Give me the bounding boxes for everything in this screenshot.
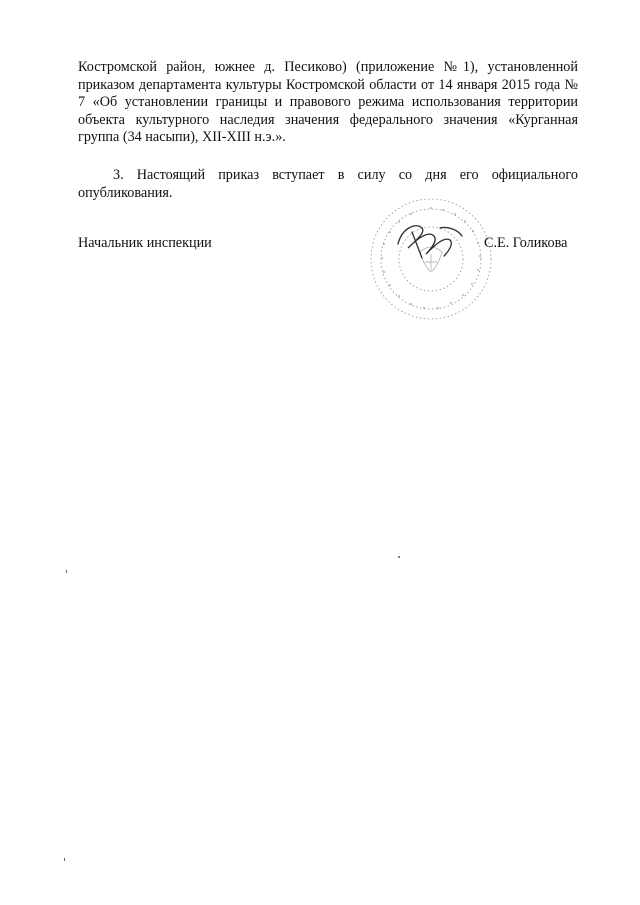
scan-speck [64,858,65,861]
scan-speck [398,556,400,558]
paragraph-2: 3. Настоящий приказ вступает в силу со дня его официального опубликования. [78,167,578,201]
scan-speck [66,570,67,573]
signatory-title: Начальник инспекции [78,235,212,251]
signatory-name: С.Е. Голикова [484,235,568,251]
handwritten-signature-icon [392,214,468,268]
paragraph-1: Костромской район, южнее д. Песиково) (приложение №1), установленной приказом департамента культуры Костромской области от 14 января 2015 года № 7 «Об установлении границы и правового режима использования территории объекта культурного наследия значения федерального значения «Курганная группа (34 насыпи), XII-XIII н.э.». [78,59,578,145]
